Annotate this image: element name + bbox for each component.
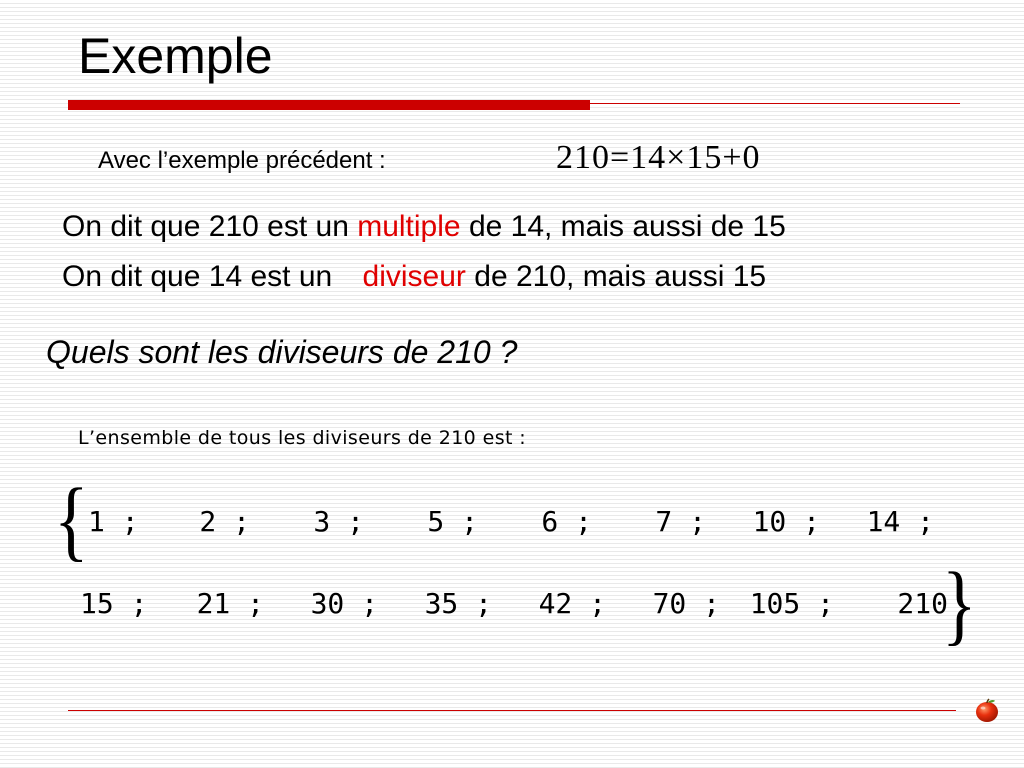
- divisor-item: 105 ;: [749, 587, 834, 620]
- divisor-item: 70 ;: [652, 587, 720, 620]
- set-open-brace: {: [54, 471, 89, 570]
- set-intro-text: L’ensemble de tous les diviseurs de 210 est :: [78, 427, 527, 449]
- divisor-item: 3 ;: [313, 505, 364, 538]
- footer-line: [68, 710, 956, 711]
- divisor-statement-before: On dit que 14 est un: [62, 260, 333, 293]
- divisor-item: 35 ;: [424, 587, 492, 620]
- divisor-keyword: diviseur: [362, 260, 466, 293]
- divisor-item: 30 ;: [310, 587, 378, 620]
- divisor-item: 6 ;: [541, 505, 592, 538]
- divisor-item: 21 ;: [196, 587, 264, 620]
- multiple-statement-after: de 14, mais aussi de 15: [468, 210, 786, 243]
- divisor-item: 2 ;: [199, 505, 250, 538]
- divisor-item: 10 ;: [752, 505, 820, 538]
- divisor-item: 210: [897, 587, 948, 620]
- question-text: Quels sont les diviseurs de 210 ?: [46, 334, 518, 370]
- division-formula: 210=14×15+0: [556, 139, 761, 176]
- divisor-item: 15 ;: [80, 587, 148, 620]
- divisor-statement-after: de 210, mais aussi 15: [474, 260, 767, 293]
- set-close-brace: }: [942, 555, 977, 654]
- divisor-item: 7 ;: [655, 505, 706, 538]
- title-underline-thick: [68, 100, 590, 110]
- multiple-keyword: multiple: [357, 210, 461, 243]
- intro-text: Avec l’exemple précédent :: [98, 147, 386, 174]
- multiple-statement: [62, 209, 786, 245]
- divisor-item: 1 ;: [88, 505, 139, 538]
- divisor-item: 14 ;: [866, 505, 934, 538]
- slide-title: Exemple: [78, 28, 273, 84]
- divisor-statement: [62, 259, 766, 295]
- apple-icon: [974, 697, 1000, 723]
- divisor-item: 5 ;: [427, 505, 478, 538]
- multiple-statement-before: On dit que 210 est un: [62, 210, 349, 243]
- title-underline-thin: [590, 103, 960, 104]
- divisors-row-1: [88, 504, 934, 540]
- divisor-item: 42 ;: [538, 587, 606, 620]
- divisors-row-2: [80, 586, 948, 622]
